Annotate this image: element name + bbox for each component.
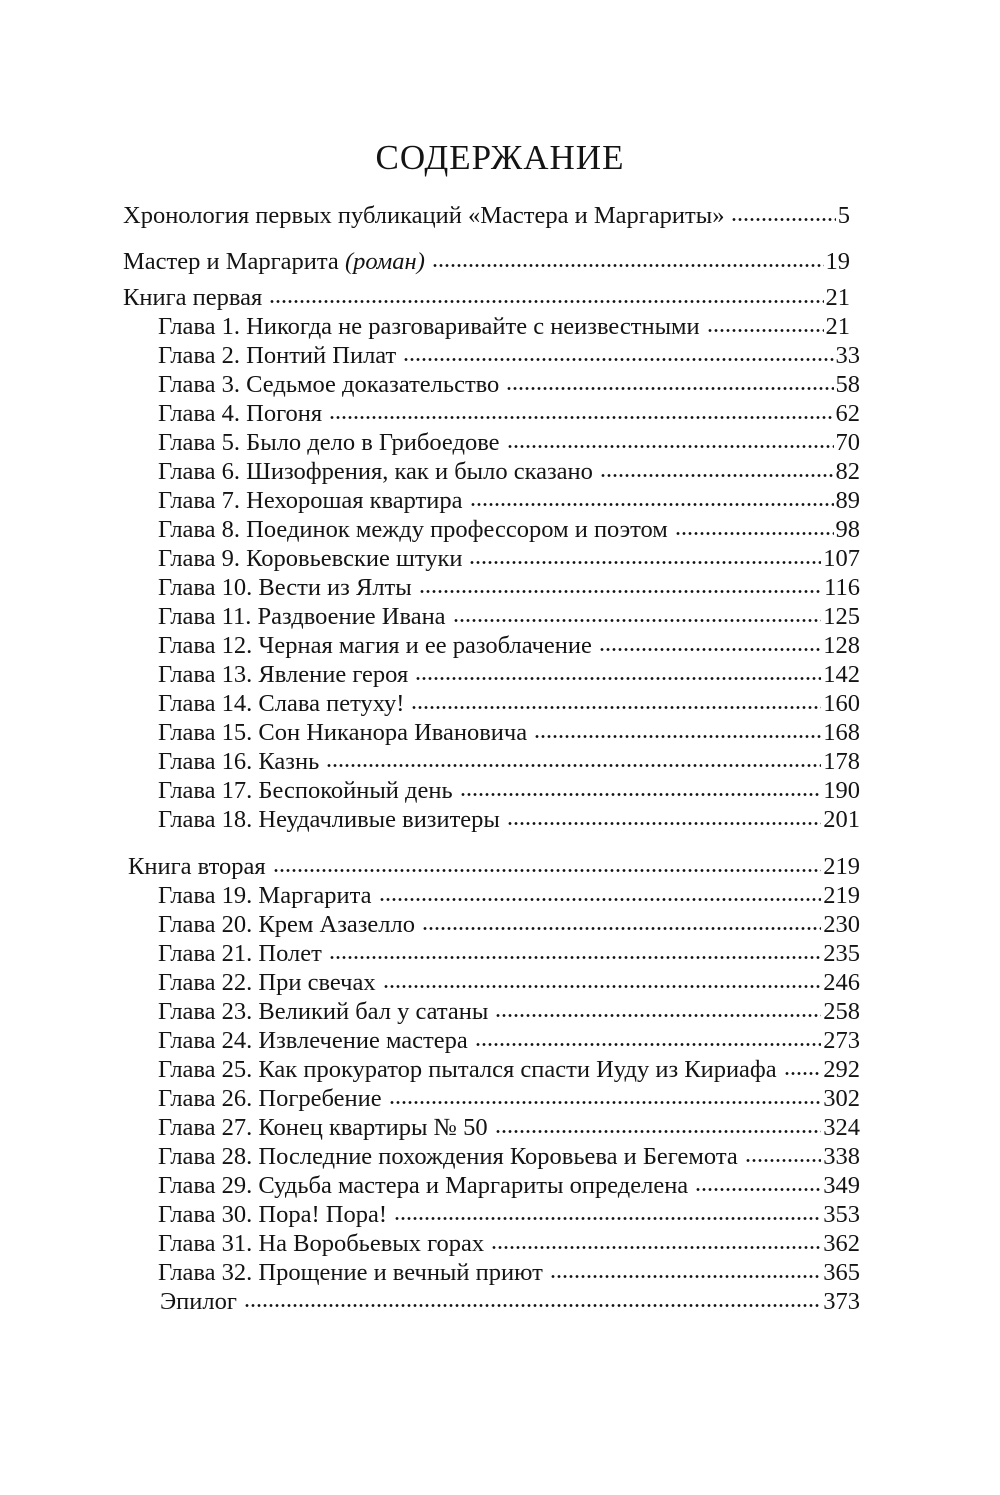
toc-entry [158, 747, 860, 777]
toc-entry [158, 399, 860, 429]
toc-entry-page: 70 [835, 429, 860, 456]
toc-entry-page: 353 [823, 1201, 860, 1228]
toc-entry [123, 283, 850, 313]
toc-entry-label: Глава 29. Судьба мастера и Маргариты определена [158, 1172, 689, 1199]
toc-entry [158, 997, 860, 1027]
dot-leader [389, 1100, 822, 1105]
toc-entry [158, 968, 860, 998]
toc-entry-page: 365 [823, 1259, 860, 1286]
dot-leader [329, 955, 821, 960]
toc-entry-page: 62 [835, 400, 860, 427]
toc-entry-page: 190 [823, 777, 860, 804]
toc-entry-page: 5 [837, 202, 850, 229]
toc-entry [158, 486, 860, 516]
toc-entry-label: Глава 23. Великий бал у сатаны [158, 998, 489, 1025]
toc-entry-label [123, 247, 425, 277]
toc-entry-label: Глава 15. Сон Никанора Ивановича [158, 719, 528, 746]
toc-entry-page: 128 [823, 632, 860, 659]
toc-entry-page: 292 [823, 1056, 860, 1083]
toc-entry-page: 230 [823, 911, 860, 938]
dot-leader [273, 868, 822, 873]
dot-leader [600, 473, 834, 478]
dot-leader [422, 926, 821, 931]
dot-leader [495, 1129, 822, 1134]
toc-entry-page: 302 [823, 1085, 860, 1112]
dot-leader [731, 217, 835, 222]
dot-leader [507, 821, 821, 826]
toc-entry-page: 142 [823, 661, 860, 688]
toc-entry-label: Глава 32. Прощение и вечный приют [158, 1259, 543, 1286]
dot-leader [507, 444, 834, 449]
toc-entry-page: 107 [823, 545, 860, 572]
dot-leader [326, 763, 821, 768]
toc-entry-page: 373 [823, 1288, 860, 1315]
toc-entry-label: Глава 17. Беспокойный день [158, 777, 453, 804]
toc-entry-page: 273 [823, 1027, 860, 1054]
dot-leader [745, 1158, 822, 1163]
toc-entry [158, 805, 860, 835]
toc-entry-label: Глава 25. Как прокуратор пытался спасти Иуду из Кириафа [158, 1056, 777, 1083]
toc-entry-label: Книга первая [123, 284, 263, 311]
toc-entry-page: 33 [835, 342, 860, 369]
toc-entry-page: 82 [835, 458, 860, 485]
dot-leader [599, 647, 821, 652]
dot-leader [415, 676, 821, 681]
toc-entry-label: Глава 2. Понтий Пилат [158, 342, 397, 369]
dot-leader [534, 734, 821, 739]
toc-entry [158, 544, 860, 574]
toc-entry [158, 881, 860, 911]
toc-entry [158, 910, 860, 940]
dot-leader [469, 560, 821, 565]
toc-entry-label: Глава 11. Раздвоение Ивана [158, 603, 446, 630]
toc-entry-label: Глава 12. Черная магия и ее разоблачение [158, 632, 592, 659]
dot-leader [394, 1216, 821, 1221]
toc-entry-label: Глава 26. Погребение [158, 1085, 382, 1112]
toc-entry [123, 201, 850, 231]
toc-entry-label: Глава 4. Погоня [158, 400, 323, 427]
toc-entry-label: Глава 7. Нехорошая квартира [158, 487, 463, 514]
dot-leader [419, 589, 822, 594]
dot-leader [383, 984, 822, 989]
toc-entry-page: 235 [823, 940, 860, 967]
toc-entry-label: Эпилог [160, 1288, 237, 1315]
dot-leader [470, 502, 834, 507]
toc-entry-label: Глава 28. Последние похождения Коровьева и Бегемота [158, 1143, 738, 1170]
dot-leader [453, 618, 822, 623]
toc-entry-page: 219 [823, 882, 860, 909]
toc-entry [158, 660, 860, 690]
toc-entry-page: 21 [825, 313, 850, 340]
toc-entry-page: 362 [823, 1230, 860, 1257]
toc-entry-label: Глава 8. Поединок между профессором и поэтом [158, 516, 668, 543]
toc-entry-label: Глава 22. При свечах [158, 969, 376, 996]
toc-entry-page: 89 [835, 487, 860, 514]
toc-entry-page: 349 [823, 1172, 860, 1199]
toc-entry-page: 58 [835, 371, 860, 398]
dot-leader [379, 897, 822, 902]
toc-entry-label-italic: (роман) [344, 248, 425, 275]
toc-entry [158, 631, 860, 661]
toc-entry-page: 338 [823, 1143, 860, 1170]
toc-entry-label: Глава 14. Слава петуху! [158, 690, 405, 717]
dot-leader [675, 531, 834, 536]
toc-entry [158, 718, 860, 748]
dot-leader [460, 792, 822, 797]
toc-entry [158, 1055, 860, 1085]
toc-entry [158, 1084, 860, 1114]
toc-entry [158, 1142, 860, 1172]
toc-entry [158, 1113, 860, 1143]
toc-entry [158, 1171, 860, 1201]
dot-leader [784, 1071, 822, 1076]
toc-entry-label: Книга вторая [128, 853, 266, 880]
toc-entry-page: 98 [835, 516, 860, 543]
toc-entry [158, 1026, 860, 1056]
dot-leader [475, 1042, 822, 1047]
toc-entry-label: Глава 5. Было дело в Грибоедове [158, 429, 500, 456]
toc-entry-label: Глава 16. Казнь [158, 748, 320, 775]
toc-entry [128, 852, 860, 882]
toc-entry-label: Глава 20. Крем Азазелло [158, 911, 416, 938]
toc-entry-label: Хронология первых публикаций «Мастера и Маргариты» [123, 202, 725, 229]
toc-entry-label: Глава 18. Неудачливые визитеры [158, 806, 500, 833]
dot-leader [244, 1303, 821, 1308]
toc-entry [158, 515, 860, 545]
dot-leader [707, 328, 824, 333]
toc-entry-page: 201 [823, 806, 860, 833]
toc-entry [158, 776, 860, 806]
dot-leader [403, 357, 833, 362]
dot-leader [411, 705, 821, 710]
dot-leader [506, 386, 833, 391]
toc-entry-label: Глава 6. Шизофрения, как и было сказано [158, 458, 593, 485]
toc-entry [158, 341, 860, 371]
toc-entry-page: 258 [823, 998, 860, 1025]
dot-leader [329, 415, 833, 420]
toc-entry [158, 428, 860, 458]
toc-entry-label-main: Мастер и Маргарита [123, 248, 345, 275]
toc-entry-page: 160 [823, 690, 860, 717]
dot-leader [550, 1274, 821, 1279]
toc-entry [158, 573, 860, 603]
toc-entry-label: Глава 24. Извлечение мастера [158, 1027, 468, 1054]
toc-entry [160, 1287, 860, 1317]
toc-entry [158, 457, 860, 487]
toc-entry [158, 312, 850, 342]
toc-entry-page: 178 [823, 748, 860, 775]
toc-entry [158, 1200, 860, 1230]
dot-leader [495, 1013, 821, 1018]
toc-entry-page: 19 [825, 248, 850, 275]
dot-leader [269, 299, 823, 304]
toc-entry-label: Глава 27. Конец квартиры № 50 [158, 1114, 488, 1141]
toc-entry [158, 1229, 860, 1259]
toc-entry [123, 247, 850, 277]
page-title: СОДЕРЖАНИЕ [375, 138, 625, 177]
toc-entry-label: Глава 10. Вести из Ялты [158, 574, 412, 601]
dot-leader [432, 263, 824, 268]
toc-entry-page: 219 [823, 853, 860, 880]
toc-entry-page: 168 [823, 719, 860, 746]
toc-entry [158, 1258, 860, 1288]
toc-entry-label: Глава 13. Явление героя [158, 661, 409, 688]
toc-entry-label: Глава 30. Пора! Пора! [158, 1201, 387, 1228]
toc-entry-page: 324 [823, 1114, 860, 1141]
toc-entry-label: Глава 1. Никогда не разговаривайте с неизвестными [158, 313, 700, 340]
toc-entry-label: Глава 9. Коровьевские штуки [158, 545, 463, 572]
toc-entry [158, 370, 860, 400]
toc-entry-page: 246 [823, 969, 860, 996]
toc-entry [158, 939, 860, 969]
toc-entry-label: Глава 21. Полет [158, 940, 322, 967]
toc-entry [158, 602, 860, 632]
toc-entry-page: 125 [823, 603, 860, 630]
toc-entry-label: Глава 31. На Воробьевых горах [158, 1230, 485, 1257]
toc-entry-label: Глава 3. Седьмое доказательство [158, 371, 500, 398]
toc-entry-label: Глава 19. Маргарита [158, 882, 372, 909]
toc-entry-page: 116 [824, 574, 860, 601]
toc-entry-page: 21 [825, 284, 850, 311]
dot-leader [491, 1245, 821, 1250]
toc-entry [158, 689, 860, 719]
dot-leader [695, 1187, 821, 1192]
